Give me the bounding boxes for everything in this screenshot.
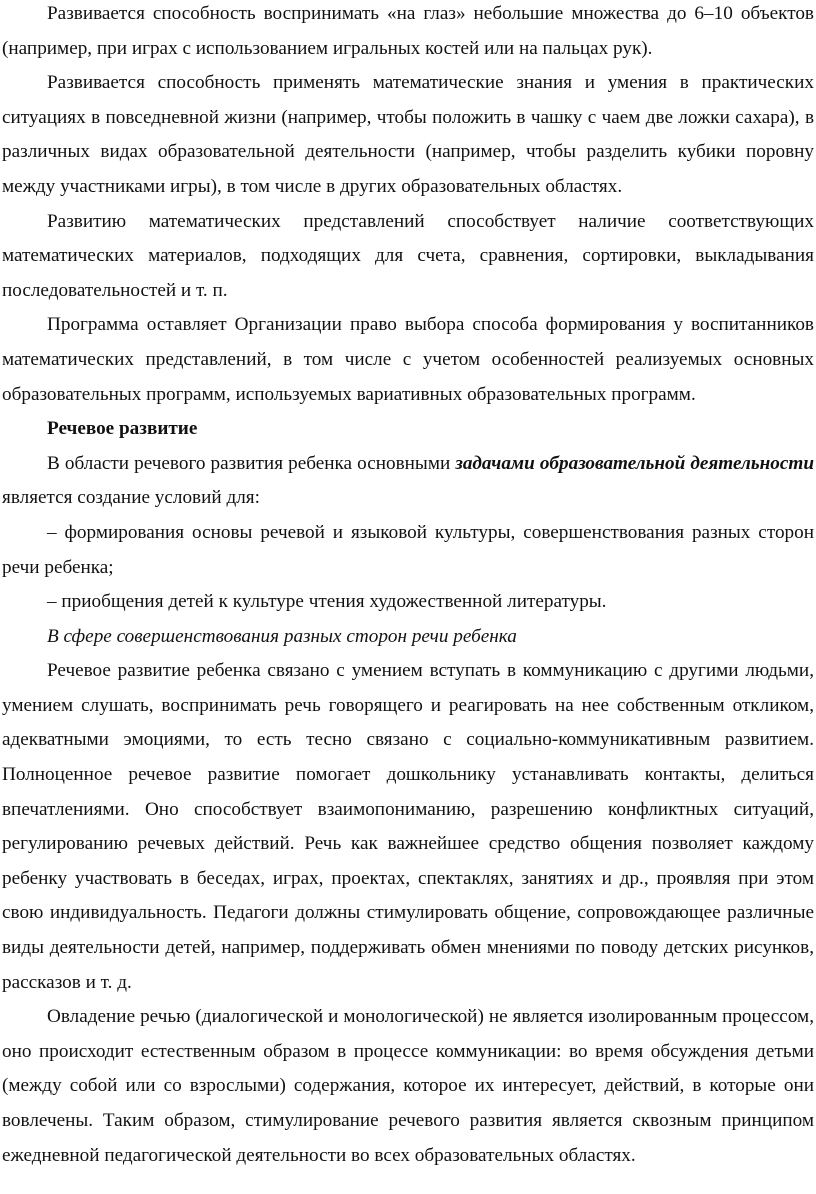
paragraph-math-materials: Развитию математических представлений способствует наличие соответствующих математических материалов, подходящих для счета, сравнения, сортировки, выкладывания последовательностей и т. п.	[2, 210, 814, 301]
paragraph-program-choice: Программа оставляет Организации право выбора способа формирования у воспитанников математических представлений, в том числе с учетом особенностей реализуемых основных образовательных программ, используемых вариативных образовательных программ.	[2, 314, 814, 405]
list-item-speech-culture: – формирования основы речевой и языковой культуры, совершенствования разных сторон речи ребенка;	[2, 521, 814, 578]
paragraph-quantity-perception: Развивается способность воспринимать «на глаз» небольшие множества до 6–10 объектов (например, при играх с использованием игральных костей или на пальцах рук).	[2, 3, 814, 59]
speech-tasks-end: является создание условий для:	[2, 487, 260, 509]
paragraph-speech-communication: Речевое развитие ребенка связано с умением вступать в коммуникацию с другими людьми, умением слушать, воспринимать речь говорящего и реагировать на нее собственным откликом, адекватными эмоциями, то есть тесно связано с социально-коммуникативным развитием. Полноценное речевое развитие помогает дошкольнику устанавливать контакты, делиться впечатлениями. Оно способствует взаимопониманию, разрешению конфликтных ситуаций, регулированию речевых действий. Речь как важнейшее средство общения позволяет каждому ребенку участвовать в беседах, играх, проектах, спектаклях, занятиях и др., проявляя при этом свою индивидуальность. Педагоги должны стимулировать общение, сопровождающее различные виды деятельности детей, например, поддерживать обмен мнениями по поводу детских рисунков, рассказов и т. д.	[2, 660, 814, 993]
paragraph-speech-mastery: Овладение речью (диалогической и монологической) не является изолированным процессом, оно происходит естественным образом в процессе коммуникации: во время обсуждения детьми (между собой или со взрослыми) содержания, которое их интересует, действий, в которые они вовлечены. Таким образом, стимулирование речевого развития является сквозным принципом ежедневной педагогической деятельности во всех образовательных областях.	[2, 1006, 814, 1166]
speech-tasks-emphasis: задачами образовательной деятельности	[455, 452, 814, 474]
paragraph-practical-math: Развивается способность применять математические знания и умения в практических ситуациях в повседневной жизни (например, чтобы положить в чашку с чаем две ложки сахара), в различных видах образовательной деятельности (например, чтобы разделить кубики поровну между участниками игры), в том числе в других образовательных областях.	[2, 72, 814, 197]
section-heading-speech-development: Речевое развитие	[47, 418, 198, 440]
paragraph-speech-tasks	[2, 447, 814, 516]
speech-tasks-intro: В области речевого развития ребенка основными	[47, 452, 456, 474]
list-item-reading-culture: – приобщения детей к культуре чтения художественной литературы.	[47, 591, 607, 613]
subheading-speech-improvement: В сфере совершенствования разных сторон речи ребенка	[47, 625, 517, 647]
